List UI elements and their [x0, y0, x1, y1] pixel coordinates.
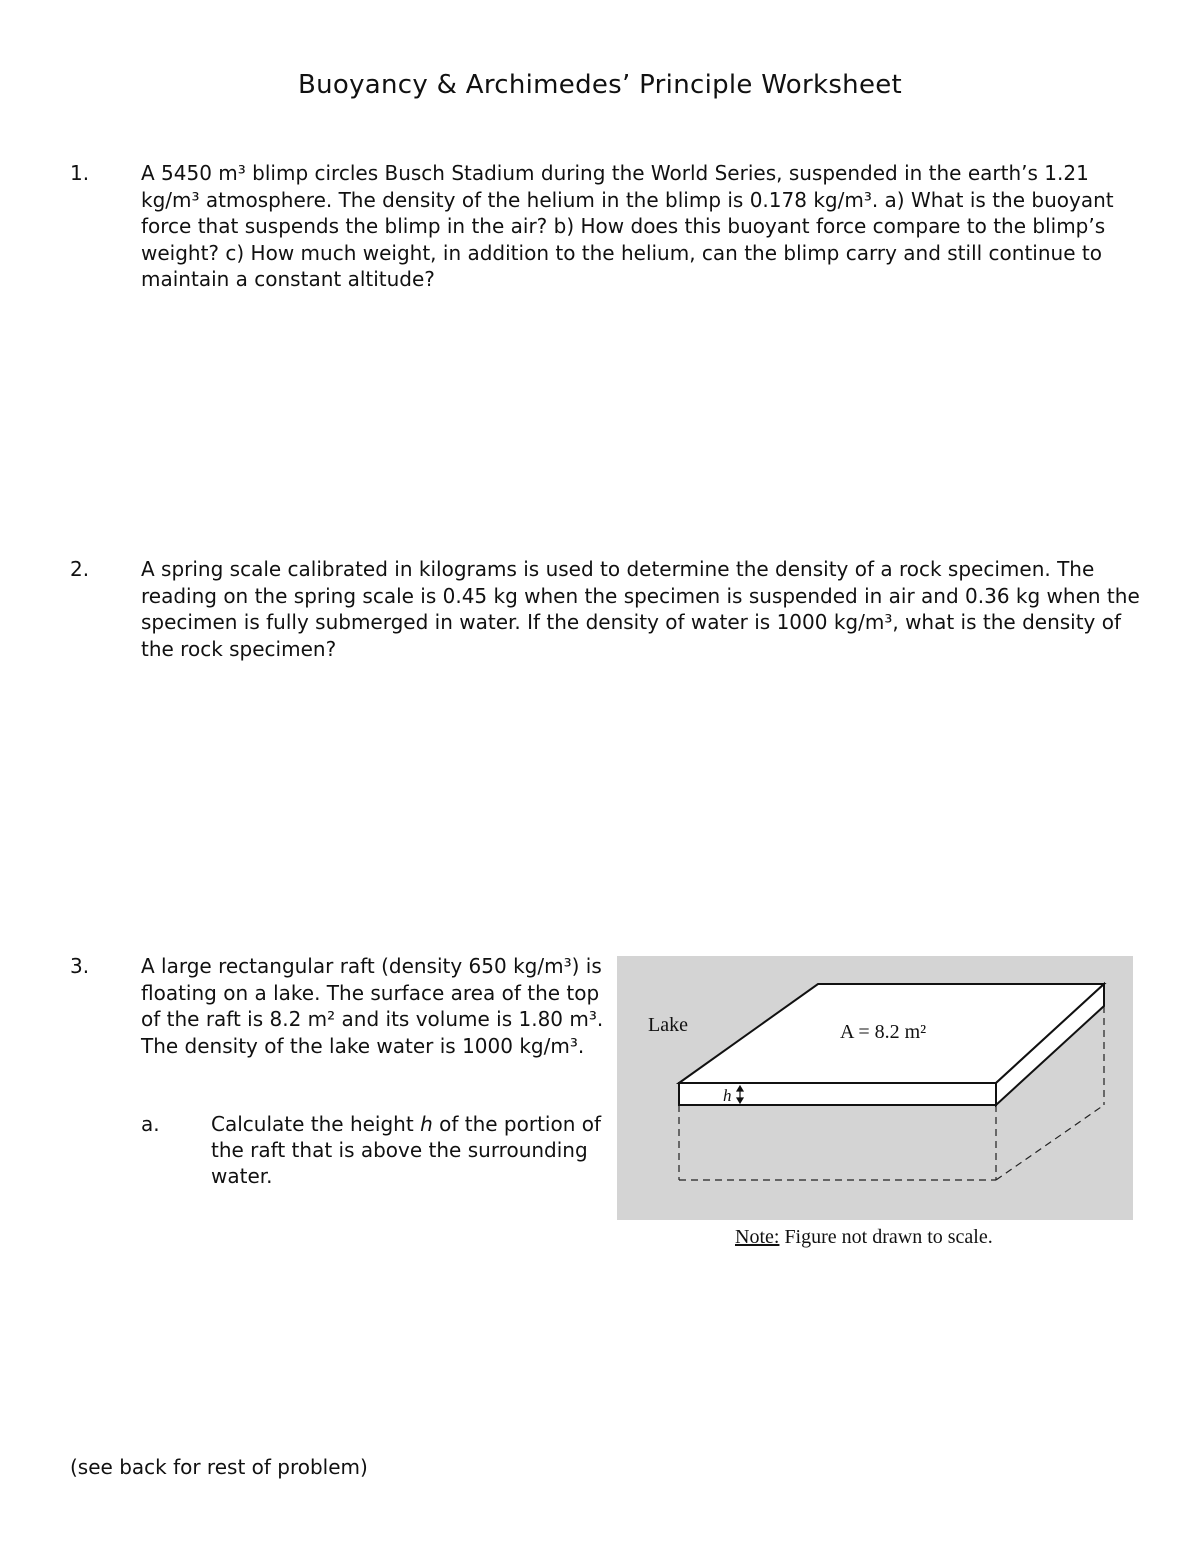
- raft-diagram: [617, 956, 1133, 1220]
- question-2-number: 2.: [70, 557, 90, 581]
- figure-note-text: Figure not drawn to scale.: [779, 1226, 993, 1248]
- question-1-number: 1.: [70, 161, 90, 185]
- question-3a-text-before: Calculate the height: [211, 1112, 421, 1136]
- figure-note-label: Note:: [735, 1226, 780, 1248]
- page-title: Buoyancy & Archimedes’ Principle Worksheet: [297, 70, 903, 100]
- question-3a-label: a.: [141, 1112, 160, 1136]
- question-3a-variable: h: [420, 1112, 433, 1136]
- footer-note: (see back for rest of problem): [70, 1455, 368, 1479]
- question-3a-text: [211, 1111, 611, 1189]
- lake-label: Lake: [648, 1014, 688, 1036]
- question-3a-text-after: of the portion of the raft that is above the surrounding water.: [211, 1112, 602, 1188]
- h-label: h: [723, 1086, 732, 1105]
- question-1-text: A 5450 m³ blimp circles Busch Stadium during the World Series, suspended in the earth’s 1.21 kg/m³ atmosphere. The density of the helium in the blimp is 0.178 kg/m³. a) What is the buoyant force that suspends the blimp in the air? b) How does this buoyant force compare to the blimp’s weight? c) How much weight, in addition to the helium, can the blimp carry and still continue to maintain a constant altitude?: [141, 161, 1114, 291]
- question-3-number: 3.: [70, 954, 90, 978]
- area-label: A = 8.2 m²: [840, 1021, 927, 1043]
- question-2-text: A spring scale calibrated in kilograms is used to determine the density of a rock specimen. The reading on the spring scale is 0.45 kg when the specimen is suspended in air and 0.36 kg when the specimen is fully submerged in water. If the density of water is 1000 kg/m³, what is the density of the rock specimen?: [141, 557, 1140, 661]
- figure-note: [735, 1226, 993, 1249]
- raft-figure: [617, 956, 1133, 1220]
- question-3-text: A large rectangular raft (density 650 kg/m³) is floating on a lake. The surface area of the top of the raft is 8.2 m² and its volume is 1.80 m³. The density of the lake water is 1000 kg/m³.: [141, 954, 604, 1058]
